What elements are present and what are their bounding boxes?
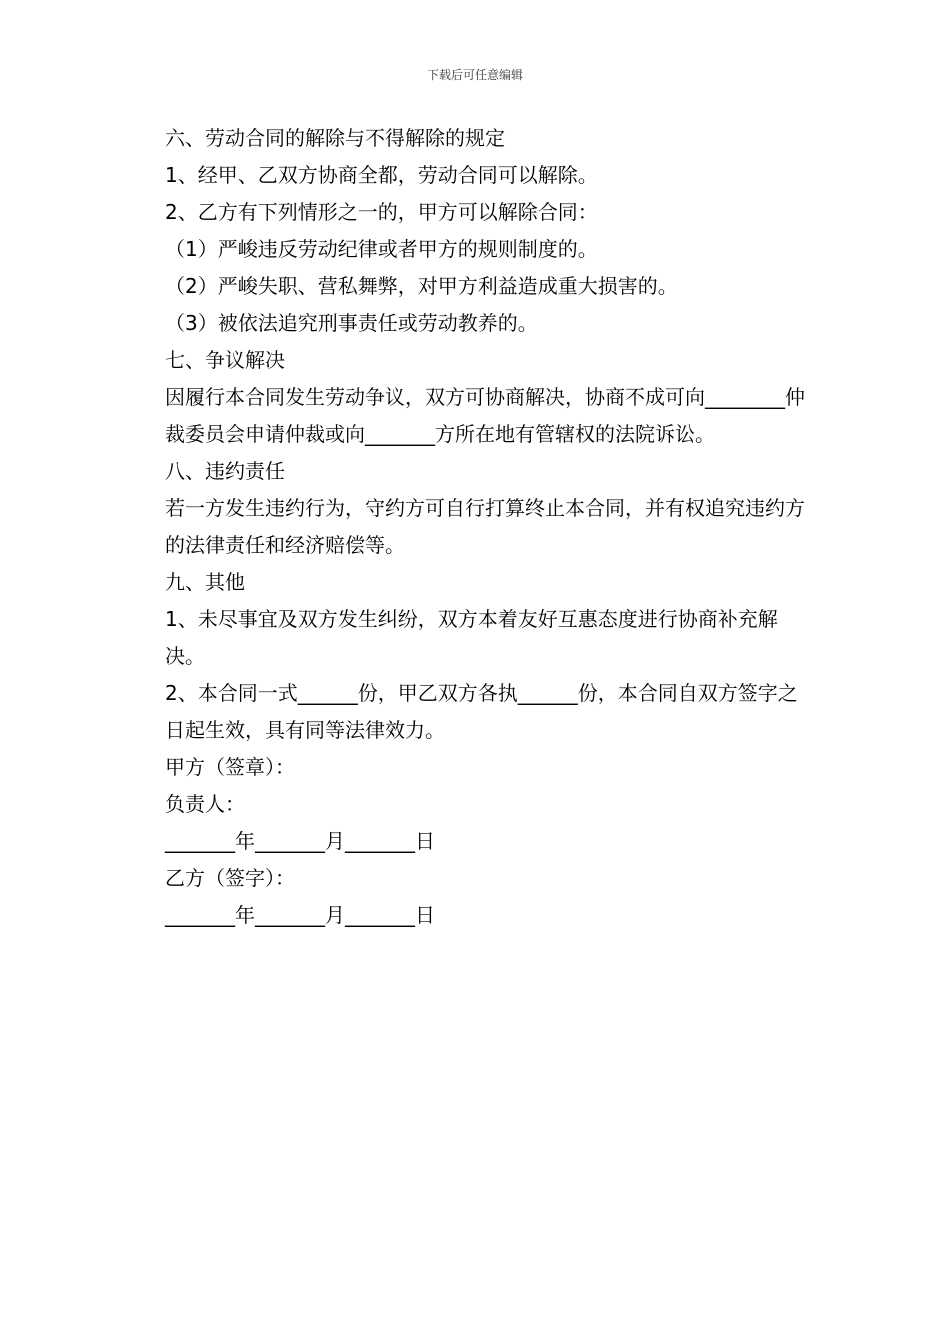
clause-other-2: 2、本合同一式______份，甲乙双方各执______份，本合同自双方签字之日起生效，具有同等法律效力。: [165, 681, 798, 742]
clause-termination-1: 1、经甲、乙双方协商全都，劳动合同可以解除。: [165, 163, 598, 187]
page-header: 下载后可任意编辑: [426, 68, 523, 82]
clause-breach: 若一方发生违约行为，守约方可自行打算终止本合同，并有权追究违约方的法律责任和经济赔偿等。: [165, 496, 805, 557]
clause-termination-2-item-2: （2）严峻失职、营私舞弊，对甲方利益造成重大损害的。: [165, 274, 678, 298]
clause-termination-2-item-1: （1）严峻违反劳动纪律或者甲方的规则制度的。: [165, 237, 598, 261]
clause-termination-2-item-3: （3）被依法追究刑事责任或劳动教养的。: [165, 311, 538, 335]
clause-termination-2: 2、乙方有下列情形之一的，甲方可以解除合同：: [165, 200, 598, 224]
responsible-person-label: 负责人：: [165, 792, 245, 816]
clause-dispute: 因履行本合同发生劳动争议，双方可协商解决，协商不成可向________仲裁委员会申请仲裁或向_______方所在地有管辖权的法院诉讼。: [165, 385, 805, 446]
party-b-signature-label: 乙方（签字）：: [165, 866, 295, 890]
section-heading-other: 九、其他: [165, 570, 245, 594]
section-heading-dispute: 七、争议解决: [165, 348, 285, 372]
party-a-signature-label: 甲方（签章）：: [165, 755, 295, 779]
party-a-date-line: _______年_______月_______日: [165, 829, 435, 853]
party-b-date-line: _______年_______月_______日: [165, 903, 435, 927]
clause-other-1: 1、未尽事宜及双方发生纠纷，双方本着友好互惠态度进行协商补充解决。: [165, 607, 778, 668]
document-body: [145, 120, 809, 934]
section-heading-breach: 八、违约责任: [165, 459, 285, 483]
section-heading-termination: 六、劳动合同的解除与不得解除的规定: [165, 126, 505, 150]
